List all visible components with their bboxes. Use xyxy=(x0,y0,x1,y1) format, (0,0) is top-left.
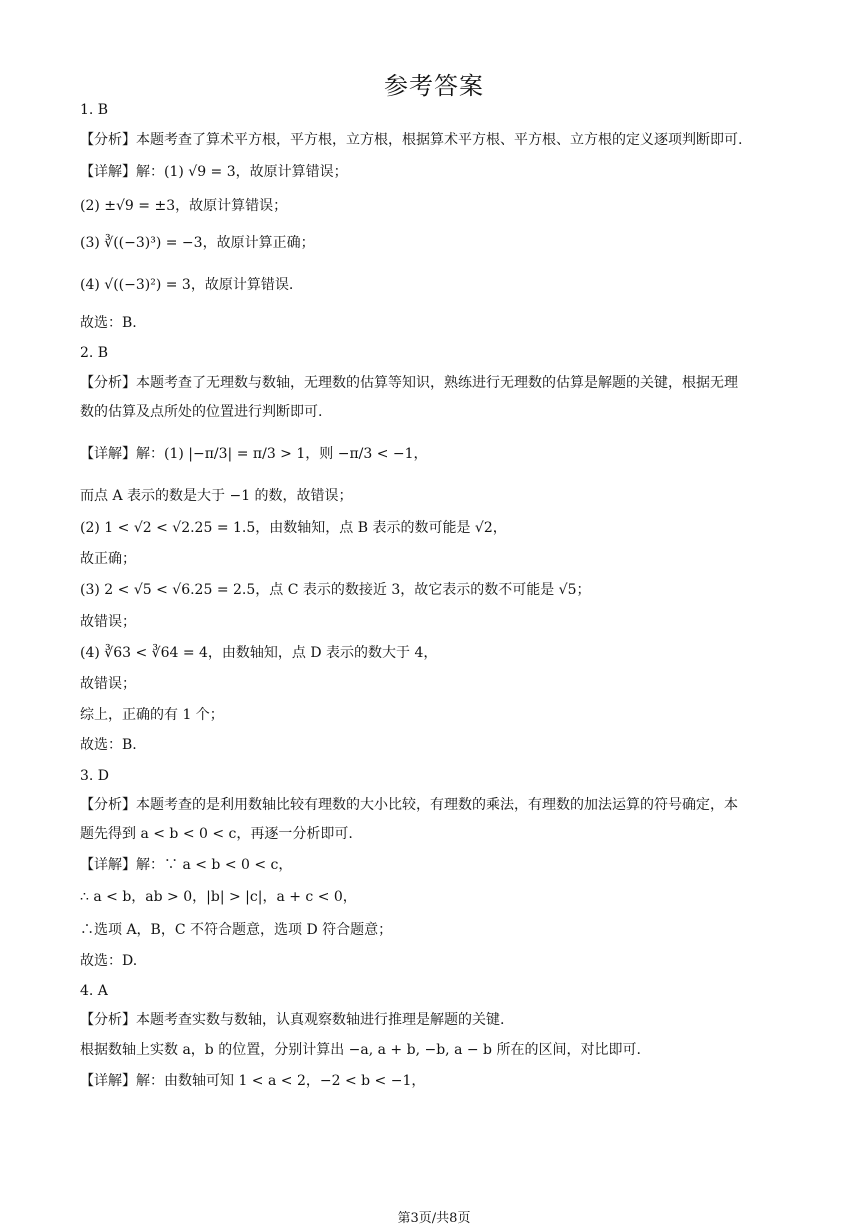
text-line: 【详解】解：∵ a < b < 0 < c， xyxy=(80,857,293,873)
text-line: (3) ∛((−3)³) = −3，故原计算正确； xyxy=(80,235,315,251)
text-line: 综上，正确的有 1 个； xyxy=(80,707,224,723)
text-line: 题先得到 a < b < 0 < c，再逐一分析即可. xyxy=(80,826,353,842)
text-line: (4) ∛63 < ∛64 = 4，由数轴知，点 D 表示的数大于 4， xyxy=(80,645,438,661)
page-title: 参考答案 xyxy=(384,72,484,100)
text-line: 【详解】解：(1) √9 = 3，故原计算错误； xyxy=(80,164,348,180)
text-line: 1. B xyxy=(80,102,109,118)
text-line: 2. B xyxy=(80,345,109,361)
text-line: ∴ a < b，ab > 0，|b| > |c|，a + c < 0， xyxy=(80,889,357,905)
text-line: ∴选项 A，B，C 不符合题意，选项 D 符合题意； xyxy=(80,922,393,938)
text-line: 【分析】本题考查的是利用数轴比较有理数的大小比较，有理数的乘法，有理数的加法运算的符号确定，本 xyxy=(80,797,738,813)
text-line: 【详解】解：(1) |−π/3| = π/3 > 1，则 −π/3 < −1， xyxy=(80,446,428,462)
text-line: 故选：B. xyxy=(80,315,137,331)
text-line: 故选：B. xyxy=(80,737,137,753)
text-line: 4. A xyxy=(80,983,108,999)
text-line: 【分析】本题考查实数与数轴，认真观察数轴进行推理是解题的关键. xyxy=(80,1012,505,1028)
text-line: 故正确； xyxy=(80,551,136,567)
text-line: 【详解】解：由数轴可知 1 < a < 2，−2 < b < −1， xyxy=(80,1073,426,1089)
text-line: 故错误； xyxy=(80,676,136,692)
text-line: (3) 2 < √5 < √6.25 = 2.5，点 C 表示的数接近 3，故它表示的数不可能是 √5； xyxy=(80,582,591,598)
page-footer: 第3页/共8页 xyxy=(397,1211,471,1226)
text-line: 根据数轴上实数 a，b 的位置，分别计算出 −a, a + b, −b, a − b 所在的区间，对比即可. xyxy=(80,1042,641,1058)
text-line: 3. D xyxy=(80,768,110,784)
text-line: 而点 A 表示的数是大于 −1 的数，故错误； xyxy=(80,488,353,504)
text-line: 数的估算及点所处的位置进行判断即可. xyxy=(80,404,323,420)
text-line: (2) 1 < √2 < √2.25 = 1.5，由数轴知，点 B 表示的数可能是 √2， xyxy=(80,520,507,536)
text-line: 【分析】本题考查了算术平方根，平方根，立方根，根据算术平方根、平方根、立方根的定义逐项判断即可. xyxy=(80,132,743,148)
text-line: 故错误； xyxy=(80,614,136,630)
text-line: 【分析】本题考查了无理数与数轴，无理数的估算等知识，熟练进行无理数的估算是解题的关键，根据无理 xyxy=(80,375,738,391)
text-line: (4) √((−3)²) = 3，故原计算错误. xyxy=(80,277,294,293)
text-line: 故选：D. xyxy=(80,953,138,969)
text-line: (2) ±√9 = ±3，故原计算错误； xyxy=(80,198,288,214)
